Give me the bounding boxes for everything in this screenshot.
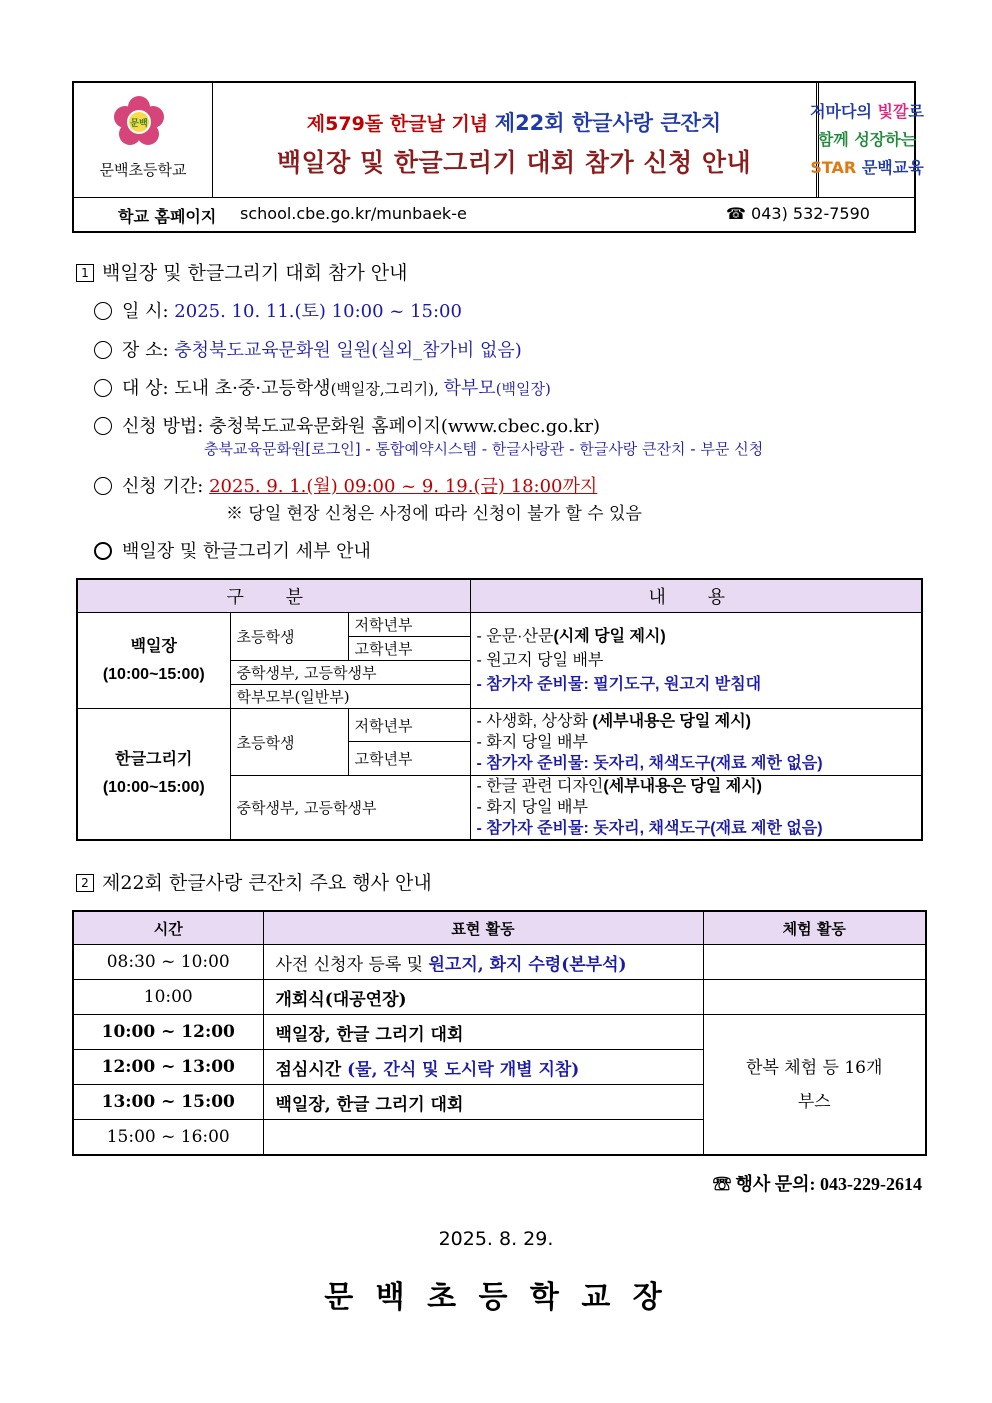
event-date: 일 시: 2025. 10. 11.(토) 10:00 ~ 15:00 xyxy=(94,297,462,323)
mid-high-label: 중학생부, 고등학생부 xyxy=(230,661,470,685)
experience-activity: 한복 체험 등 16개 부스 xyxy=(703,1015,926,1156)
table-row: 10:00 개회식(대공연장) xyxy=(73,980,926,1015)
drawing-category: 한글그리기 (10:00~15:00) xyxy=(77,709,230,841)
event-schedule-table xyxy=(72,910,927,1156)
drawing-midhigh-content: - 한글 관련 디자인(세부내용은 당일 제시) - 화지 당일 배부 - 참가자 준비물: 돗자리, 채색도구(재료 제한 없음) xyxy=(470,776,922,841)
draw-low-grade-label: 저학년부 xyxy=(348,709,470,742)
phone-icon: ☏ xyxy=(712,1174,731,1194)
header-content: 내 용 xyxy=(470,579,922,613)
section-2-heading: 2 제22회 한글사랑 큰잔치 주요 행사 안내 xyxy=(76,868,432,895)
section-1-heading: 1 백일장 및 한글그리기 대회 참가 안내 xyxy=(76,258,408,285)
table-row: 13:00 ~ 15:00 백일장, 한글 그리기 대회 xyxy=(73,1085,926,1120)
homepage-url[interactable]: school.cbe.go.kr/munbaek-e xyxy=(240,204,467,223)
slogan-line-2: 함께 성장하는 xyxy=(817,130,917,149)
event-target: 대 상: 도내 초·중·고등학생(백일장,그리기), 학부모(백일장) xyxy=(94,374,551,400)
title-line-2: 백일장 및 한글그리기 대회 참가 신청 안내 xyxy=(276,148,752,177)
detail-heading: 백일장 및 한글그리기 세부 안내 xyxy=(94,537,371,563)
circle-bullet-icon xyxy=(94,477,112,495)
school-name-small: 문백초등학교 xyxy=(99,161,187,179)
baekiljang-content: - 운문·산문(시제 당일 제시) - 원고지 당일 배부 - 참가자 준비물: 필기도구, 원고지 받침대 xyxy=(470,613,922,709)
apply-method: 신청 방법: 충청북도교육문화원 홈페이지(www.cbec.go.kr) xyxy=(94,412,600,438)
apply-note: ※ 당일 현장 신청은 사정에 따라 신청이 불가 할 수 있음 xyxy=(226,504,642,524)
title-line-1: 제579돌 한글날 기념 제22회 한글사랑 큰잔치 xyxy=(306,111,722,135)
apply-period: 신청 기간: 2025. 9. 1.(월) 09:00 ~ 9. 19.(금) 18:00까지 xyxy=(94,472,597,498)
contest-detail-table xyxy=(76,578,923,841)
slogan-line-3: STAR 문백교육 xyxy=(810,158,924,177)
table-row: 15:00 ~ 16:00 xyxy=(73,1120,926,1156)
school-emblem-icon xyxy=(112,95,166,149)
document-header xyxy=(72,81,924,233)
low-grade-label: 저학년부 xyxy=(348,613,470,637)
homepage-label: 학교 홈페이지 xyxy=(118,207,217,226)
inquiry-phone: ☏ 행사 문의: 043-229-2614 xyxy=(712,1174,922,1194)
draw-high-grade-label: 고학년부 xyxy=(348,742,470,776)
apply-method-path: 충북교육문화원[로그인] - 통합예약시스템 - 한글사랑관 - 한글사랑 큰잔치 - 부문 신청 xyxy=(204,440,764,458)
header-category: 구 분 xyxy=(77,579,470,613)
parent-label: 학부모부(일반부) xyxy=(230,685,470,709)
school-logo-cell xyxy=(74,83,213,197)
table-row: 12:00 ~ 13:00 점심시간 (물, 간식 및 도시락 개별 지참) xyxy=(73,1050,926,1085)
draw-elem-label: 초등학생 xyxy=(230,709,348,776)
svg-text:문백: 문백 xyxy=(130,119,148,129)
drawing-elem-content: - 사생화, 상상화 (세부내용은 당일 제시) - 화지 당일 배부 - 참가자 준비물: 돗자리, 채색도구(재료 제한 없음) xyxy=(470,709,922,776)
circle-bullet-icon xyxy=(94,302,112,320)
principal-signature: 문 백 초 등 학 교 장 xyxy=(324,1280,668,1315)
circle-bullet-icon xyxy=(94,417,112,435)
baekiljang-category: 백일장 (10:00~15:00) xyxy=(77,613,230,709)
elem-label: 초등학생 xyxy=(230,613,348,661)
header-experience: 체험 활동 xyxy=(703,911,926,945)
school-phone: ☎ 043) 532-7590 xyxy=(726,204,870,223)
slogan-line-1: 저마다의 빛깔로 xyxy=(810,102,924,121)
header-time: 시간 xyxy=(73,911,263,945)
circle-bullet-icon xyxy=(94,542,112,560)
high-grade-label: 고학년부 xyxy=(348,637,470,661)
header-expression: 표현 활동 xyxy=(263,911,703,945)
table-row: 08:30 ~ 10:00 사전 신청자 등록 및 원고지, 화지 수령(본부석) xyxy=(73,945,926,980)
title-cell xyxy=(212,83,819,197)
document-date: 2025. 8. 29. xyxy=(438,1228,554,1250)
phone-icon: ☎ xyxy=(726,204,746,223)
event-place: 장 소: 충청북도교육문화원 일원(실외_참가비 없음) xyxy=(94,336,522,362)
circle-bullet-icon xyxy=(94,379,112,397)
slogan-cell xyxy=(810,83,924,197)
table-row: 10:00 ~ 12:00 백일장, 한글 그리기 대회 한복 체험 등 16개 부스 xyxy=(73,1015,926,1050)
draw-mid-high-label: 중학생부, 고등학생부 xyxy=(230,776,470,841)
circle-bullet-icon xyxy=(94,341,112,359)
